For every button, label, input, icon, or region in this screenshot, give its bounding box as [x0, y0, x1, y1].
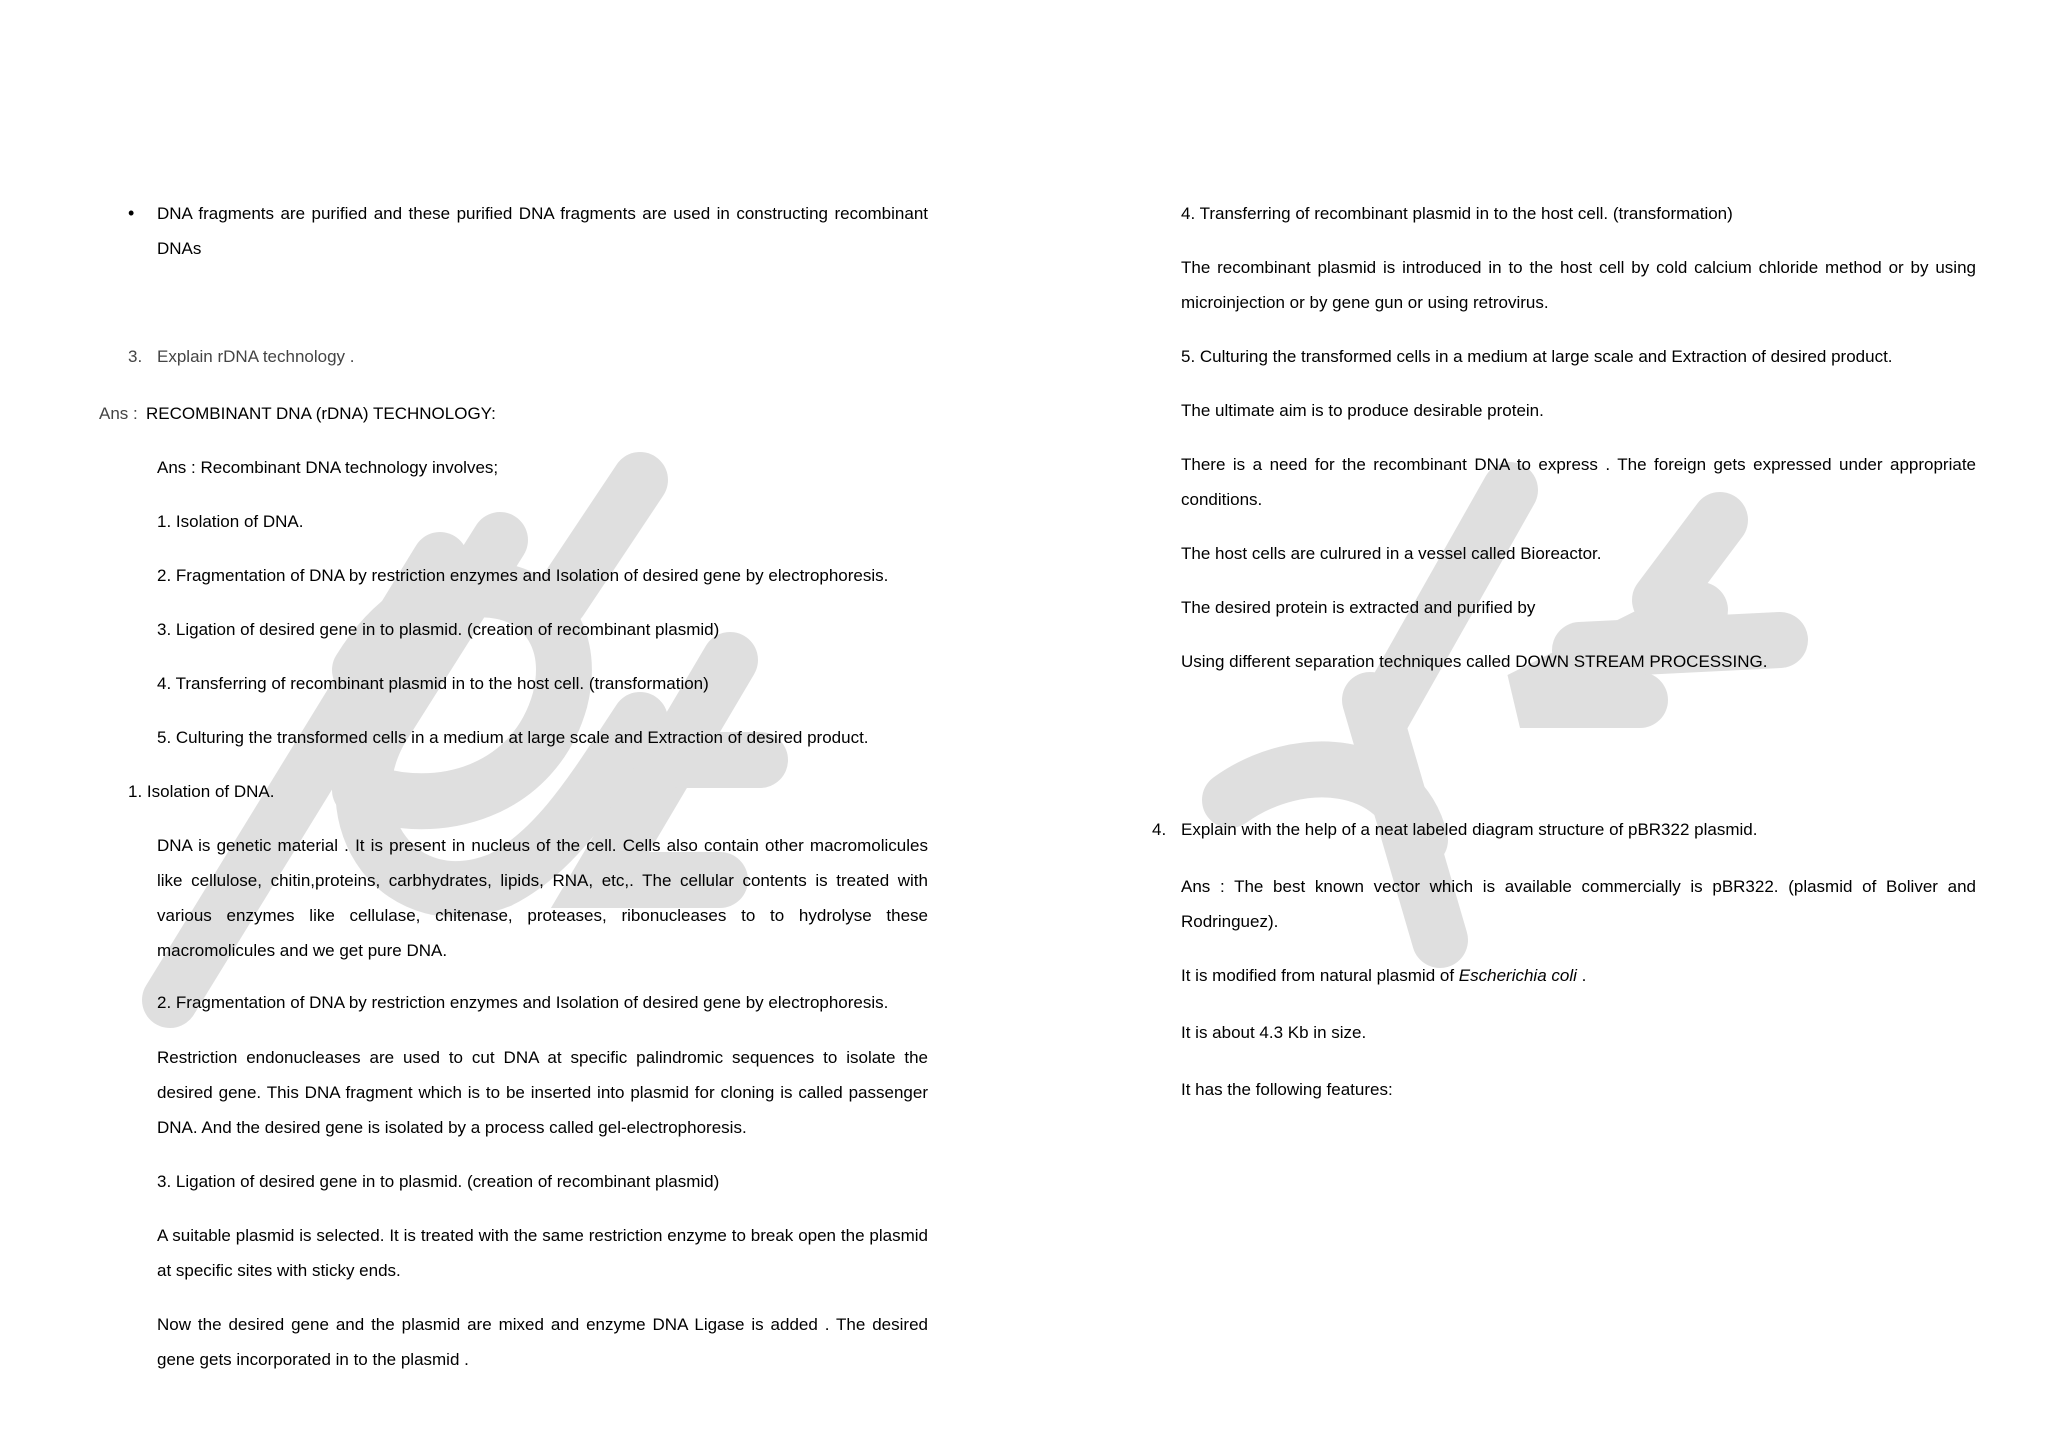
question-4-answer: Ans : The best known vector which is available commercially is pBR322. (plasmid of Boliver and Rodringuez).	[1181, 877, 1976, 931]
left-column	[0, 0, 1000, 1447]
answer-intro: Ans : Recombinant DNA technology involves;	[157, 458, 499, 477]
question-3-number: 3.	[128, 347, 143, 366]
question-4-features: It has the following features:	[1181, 1080, 1393, 1099]
section-2-heading: 2. Fragmentation of DNA by restriction enzymes and Isolation of desired gene by electrophoresis.	[157, 993, 889, 1012]
question-4-size: It is about 4.3 Kb in size.	[1181, 1023, 1367, 1042]
section-5-extract: The desired protein is extracted and purified by	[1181, 598, 1536, 617]
section-5-express: There is a need for the recombinant DNA to express . The foreign gets expressed under appropriate conditions.	[1181, 455, 1976, 509]
section-4-text: The recombinant plasmid is introduced in to the host cell by cold calcium chloride method or by using microinjection or by gene gun or using retrovirus.	[1181, 258, 1976, 312]
section-5-heading: 5. Culturing the transformed cells in a medium at large scale and Extraction of desired product.	[1181, 347, 1893, 366]
question-4-text: Explain with the help of a neat labeled diagram structure of pBR322 plasmid.	[1181, 820, 1758, 839]
bullet-dot-icon: •	[128, 203, 135, 223]
step-item: 5. Culturing the transformed cells in a medium at large scale and Extraction of desired product.	[157, 728, 869, 747]
section-1-text: DNA is genetic material . It is present in nucleus of the cell. Cells also contain other macromolicules like cellulose, chitin,proteins, carbhydrates, lipids, RNA, etc,. The cellular contents is treated with various enzymes like cellulase, chitenase, proteases, ribonucleases to to hydrolyse these macromolicules and we get pure DNA.	[157, 836, 928, 960]
section-3-heading: 3. Ligation of desired gene in to plasmid. (creation of recombinant plasmid)	[157, 1172, 720, 1191]
step-item: 1. Isolation of DNA.	[157, 512, 304, 531]
section-4-heading: 4. Transferring of recombinant plasmid in to the host cell. (transformation)	[1181, 204, 1733, 223]
answer-prefix: Ans :	[99, 404, 138, 423]
bullet-paragraph: DNA fragments are purified and these purified DNA fragments are used in constructing recombinant DNAs	[157, 204, 928, 258]
section-3-text-2: Now the desired gene and the plasmid are mixed and enzyme DNA Ligase is added . The desired gene gets incorporated in to the plasmid .	[157, 1315, 928, 1369]
section-5-dsp: Using different separation techniques called DOWN STREAM PROCESSING.	[1181, 652, 1768, 671]
question-4-modified	[1181, 958, 1586, 993]
step-item: 2. Fragmentation of DNA by restriction enzymes and Isolation of desired gene by electrophoresis.	[157, 566, 889, 585]
step-item: 4. Transferring of recombinant plasmid in to the host cell. (transformation)	[157, 674, 709, 693]
modified-suffix: .	[1576, 966, 1587, 985]
answer-heading: RECOMBINANT DNA (rDNA) TECHNOLOGY:	[146, 404, 496, 423]
section-2-text: Restriction endonucleases are used to cut DNA at specific palindromic sequences to isolate the desired gene. This DNA fragment which is to be inserted into plasmid for cloning is called passenger DNA. And the desired gene is isolated by a process called gel-electrophoresis.	[157, 1048, 928, 1137]
section-5-aim: The ultimate aim is to produce desirable protein.	[1181, 401, 1544, 420]
section-1-heading: 1. Isolation of DNA.	[128, 782, 275, 801]
question-4-number: 4.	[1152, 820, 1167, 839]
right-column	[1024, 0, 2048, 1447]
organism-name: Escherichia coli	[1458, 966, 1577, 985]
section-3-text-1: A suitable plasmid is selected. It is treated with the same restriction enzyme to break open the plasmid at specific sites with sticky ends.	[157, 1226, 928, 1280]
section-5-culture: The host cells are culrured in a vessel called Bioreactor.	[1181, 544, 1602, 563]
modified-prefix: It is modified from natural plasmid of	[1181, 966, 1459, 985]
question-3-text: Explain rDNA technology .	[157, 347, 355, 366]
step-item: 3. Ligation of desired gene in to plasmid. (creation of recombinant plasmid)	[157, 620, 720, 639]
